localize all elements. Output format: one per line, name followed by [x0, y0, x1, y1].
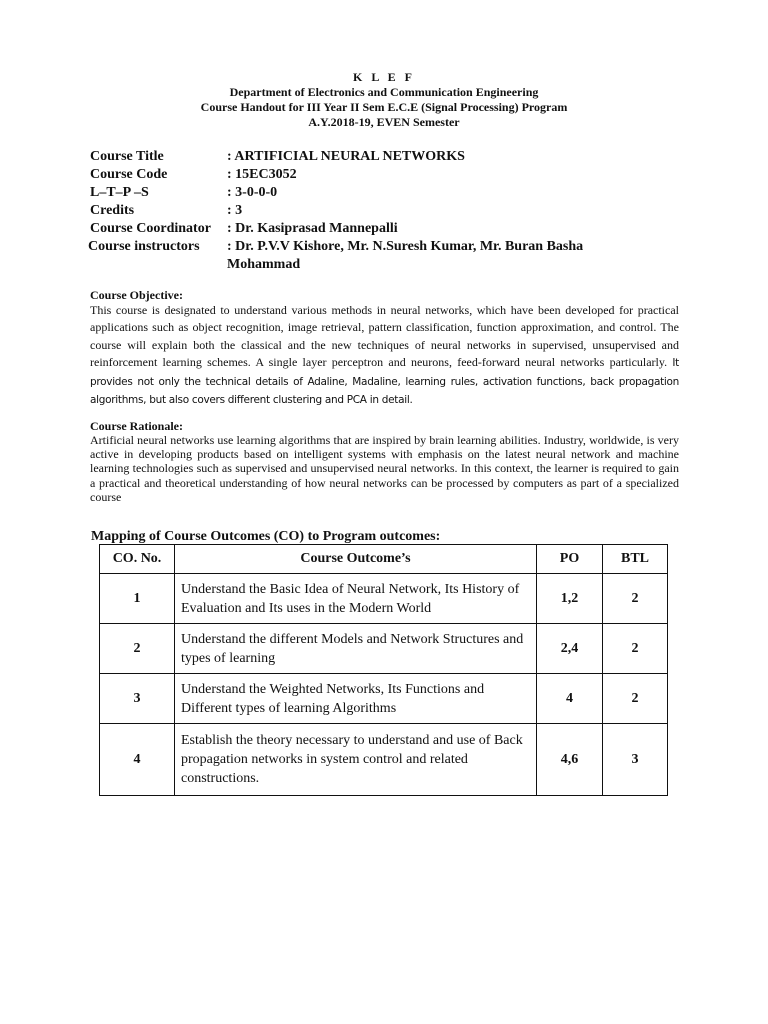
info-value: : 15EC3052	[227, 167, 297, 182]
table-row	[100, 574, 668, 624]
header-co-no: CO. No.	[100, 545, 175, 574]
info-row-coordinator	[90, 220, 647, 238]
objective-text: This course is designated to understand various methods in neural networks, which have been developed for practical applications such as object recognition, image retrieval, pattern classification, function approximation, and control. The course will explain both the classical and the new techniques of neural networks in supervised, unsupervised and reinforcement learning schemes. A single layer perceptron and neurons, feed-forward neural networks particularly.	[90, 303, 679, 370]
info-label: Course Code	[90, 167, 168, 182]
co-description: Understand the Weighted Networks, Its Functions and Different types of learning Algorithms	[175, 674, 537, 724]
table-header-row	[100, 545, 668, 574]
header-po: PO	[537, 545, 603, 574]
co-description: Understand the different Models and Network Structures and types of learning	[175, 624, 537, 674]
info-row-instructors	[90, 238, 647, 274]
co-number: 3	[100, 674, 175, 724]
course-info	[90, 148, 647, 274]
academic-year: A.Y.2018-19, EVEN Semester	[308, 115, 460, 129]
rationale-paragraph: Artificial neural networks use learning algorithms that are inspired by brain learning abilities. Industry, worldwide, is very active in developing products based on intelligent systems with emphasis on the latest neural network and machine learning technologies such as supervised and unsupervised neural networks. In this context, the learner is required to gain a practical and theoretical understanding of how neural networks can be processed by computers as part of a specialized course	[90, 433, 679, 504]
info-value: : ARTIFICIAL NEURAL NETWORKS	[227, 149, 465, 164]
document-header	[0, 70, 768, 130]
info-row-code	[90, 166, 647, 184]
table-row	[100, 674, 668, 724]
table-row	[100, 624, 668, 674]
objective-paragraph	[90, 302, 679, 409]
department-name: Department of Electronics and Communication Engineering	[229, 85, 539, 99]
info-row-ltps	[90, 184, 647, 202]
co-description: Understand the Basic Idea of Neural Network, Its History of Evaluation and Its uses in the Modern World	[175, 574, 537, 624]
co-po: 1,2	[537, 574, 603, 624]
co-btl: 2	[603, 674, 668, 724]
header-outcome: Course Outcome’s	[175, 545, 537, 574]
co-btl: 3	[603, 724, 668, 796]
header-btl: BTL	[603, 545, 668, 574]
info-label: Course Coordinator	[90, 221, 211, 236]
info-label: L–T–P –S	[90, 185, 149, 200]
objective-text-continued: It provides not only the technical details of Adaline, Madaline, learning rules, activation functions, back propagation algorithms, but also covers different clustering and PCA in detail.	[90, 357, 679, 407]
info-row-credits	[90, 202, 647, 220]
info-value: : Dr. P.V.V Kishore, Mr. N.Suresh Kumar, Mr. Buran Basha Mohammad	[227, 239, 584, 272]
mapping-heading: Mapping of Course Outcomes (CO) to Program outcomes:	[91, 529, 441, 544]
co-description: Establish the theory necessary to understand and use of Back propagation networks in system control and related constructions.	[175, 724, 537, 796]
info-value: : 3	[227, 203, 243, 218]
info-label: Course instructors	[88, 239, 200, 254]
rationale-heading: Course Rationale:	[90, 419, 183, 433]
objective-heading: Course Objective:	[90, 288, 183, 302]
table-row	[100, 724, 668, 796]
handout-title: Course Handout for III Year II Sem E.C.E (Signal Processing) Program	[200, 100, 568, 114]
co-po: 2,4	[537, 624, 603, 674]
info-row-title	[90, 148, 647, 166]
info-label: Credits	[90, 203, 135, 218]
info-value: : Dr. Kasiprasad Mannepalli	[227, 221, 398, 236]
info-label: Course Title	[90, 149, 164, 164]
institution-name: K L E F	[352, 70, 415, 84]
co-number: 1	[100, 574, 175, 624]
co-number: 2	[100, 624, 175, 674]
co-po: 4,6	[537, 724, 603, 796]
co-mapping-table	[99, 544, 668, 796]
co-number: 4	[100, 724, 175, 796]
co-btl: 2	[603, 624, 668, 674]
co-btl: 2	[603, 574, 668, 624]
co-po: 4	[537, 674, 603, 724]
info-value: : 3-0-0-0	[227, 185, 278, 200]
